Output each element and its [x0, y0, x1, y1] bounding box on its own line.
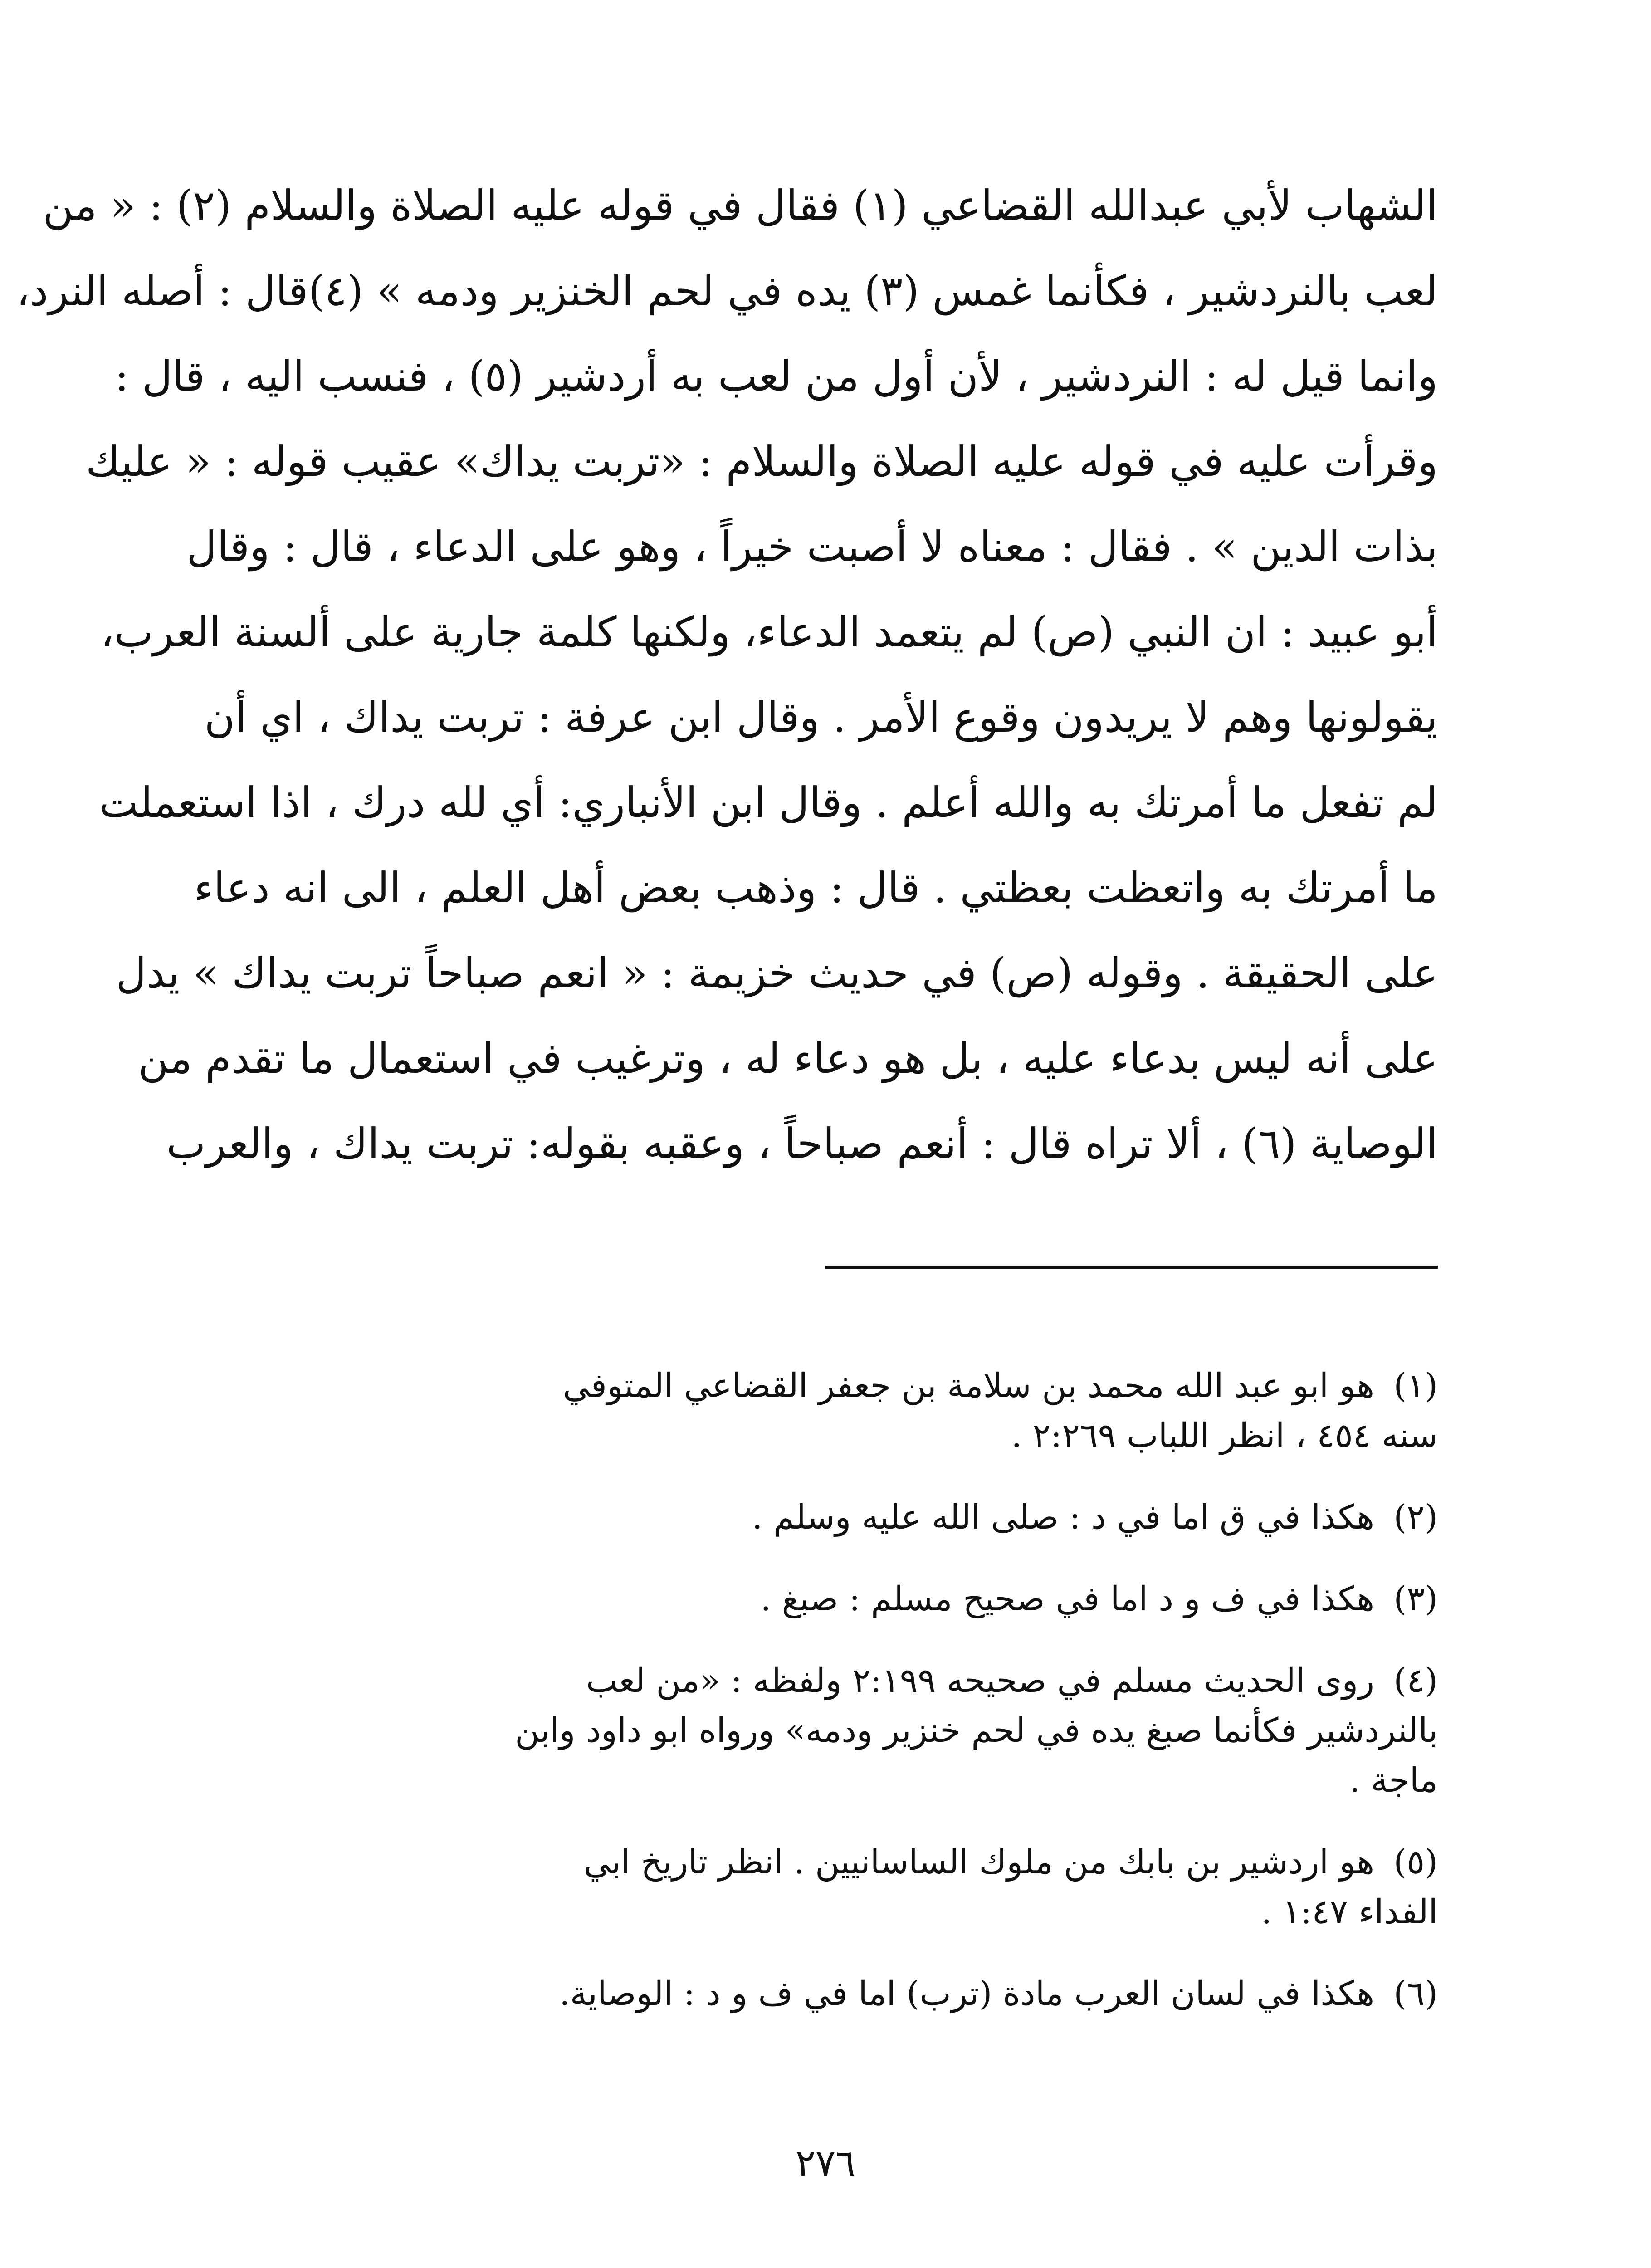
footnote-line [168, 1492, 1438, 1542]
text-line: وقرأت عليه في قوله عليه الصلاة والسلام : «تربت يداك» عقيب قوله : « عليك [85, 437, 1438, 486]
text-line: على الحقيقة . وقوله (ص) في حديث خزيمة : « انعم صباحاً تربت يداك » يدل [116, 949, 1438, 997]
footnote-5 [168, 1837, 1438, 1937]
footnote-text: هكذا في لسان العرب مادة (ترب) اما في ف و د : الوصاية. [559, 1974, 1374, 2013]
footnote-3 [168, 1574, 1438, 1624]
footnote-line [168, 1969, 1438, 2019]
footnote-line [168, 1574, 1438, 1624]
footnote-text: هكذا في ق اما في د : صلى الله عليه وسلم . [752, 1498, 1374, 1537]
footnotes [168, 1361, 1438, 2050]
footnote-number: (٦) [1393, 1974, 1438, 2013]
text-line: على أنه ليس بدعاء عليه ، بل هو دعاء له ، وترغيب في استعمال ما تقدم من [138, 1034, 1438, 1083]
footnote-text: روى الحديث مسلم في صحيحه ٢:١٩٩ ولفظه : «من لعب [586, 1661, 1374, 1700]
footnote-line: بالنردشير فكأنما صبغ يده في لحم خنزير ودمه» ورواه ابو داود وابن [515, 1711, 1438, 1750]
text-line: أبو عبيد : ان النبي (ص) لم يتعمد الدعاء، ولكنها كلمة جارية على ألسنة العرب، [100, 608, 1438, 656]
footnote-line [168, 1837, 1438, 1887]
footnote-text: هكذا في ف و د اما في صحيح مسلم : صبغ . [760, 1579, 1374, 1618]
footnote-number: (٥) [1393, 1843, 1438, 1882]
footnote-text: هو ابو عبد الله محمد بن سلامة بن جعفر القضاعي المتوفي [562, 1366, 1374, 1405]
text-line: لم تفعل ما أمرتك به والله أعلم . وقال ابن الأنباري: أي لله درك ، اذا استعملت [98, 778, 1438, 827]
main-text [16, 163, 1438, 1187]
footnote-number: (٢) [1393, 1498, 1438, 1537]
footnote-line: الفداء ١:٤٧ . [1261, 1892, 1438, 1931]
footnote-1 [168, 1361, 1438, 1461]
footnote-number: (١) [1393, 1366, 1438, 1405]
text-line: الشهاب لأبي عبدالله القضاعي (١) فقال في قوله عليه الصلاة والسلام (٢) : « من [43, 181, 1438, 230]
text-line: لعب بالنردشير ، فكأنما غمس (٣) يده في لحم الخنزير ودمه » (٤)قال : أصله النرد، [16, 267, 1438, 315]
footnote-separator [826, 1266, 1438, 1269]
footnote-2 [168, 1492, 1438, 1542]
footnote-line: سنه ٤٥٤ ، انظر اللباب ٢:٢٦٩ . [1011, 1416, 1438, 1455]
footnote-line [168, 1361, 1438, 1411]
text-line: بذات الدين » . فقال : معناه لا أصبت خيراً ، وهو على الدعاء ، قال : وقال [186, 523, 1438, 571]
footnote-6 [168, 1969, 1438, 2019]
footnote-text: هو اردشير بن بابك من ملوك الساسانيين . انظر تاريخ ابي [583, 1843, 1374, 1882]
footnote-number: (٣) [1393, 1579, 1438, 1618]
footnote-number: (٤) [1393, 1661, 1438, 1700]
footnote-line [168, 1656, 1438, 1706]
footnote-4 [168, 1656, 1438, 1805]
footnote-line: ماجة . [1349, 1761, 1438, 1800]
page-number: ٢٧٦ [795, 2142, 856, 2185]
text-line: يقولونها وهم لا يريدون وقوع الأمر . وقال ابن عرفة : تربت يداك ، اي أن [204, 693, 1438, 742]
text-line: الوصاية (٦) ، ألا تراه قال : أنعم صباحاً ، وعقبه بقوله: تربت يداك ، والعرب [166, 1119, 1438, 1168]
text-line: ما أمرتك به واتعظت بعظتي . قال : وذهب بعض أهل العلم ، الى انه دعاء [194, 864, 1438, 912]
text-line: وانما قيل له : النردشير ، لأن أول من لعب به أردشير (٥) ، فنسب اليه ، قال : [114, 352, 1438, 401]
